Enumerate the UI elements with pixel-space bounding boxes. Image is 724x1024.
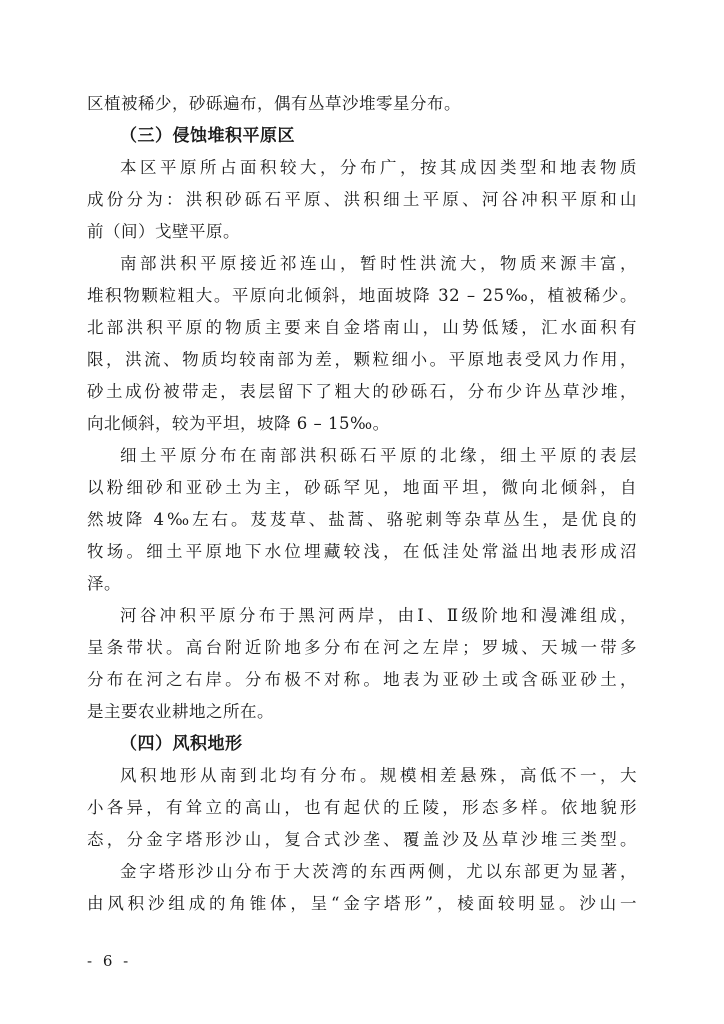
text-line: 区植被稀少，砂砾遍布，偶有丛草沙堆零星分布。 [87,94,461,113]
text-line: 细土平原分布在南部洪积砾石平原的北缘，细土平原的表层 [120,446,637,465]
text-line: 分布在河之右岸。分布极不对称。地表为亚砂土或含砾亚砂土， [87,670,637,689]
text-line: 风积地形从南到北均有分布。规模相差悬殊，高低不一，大 [120,766,637,785]
text-line: 北部洪积平原的物质主要来自金塔南山，山势低矮，汇水面积有 [87,318,637,337]
text-line: 金字塔形沙山分布于大茨湾的东西两侧，尤以东部更为显著， [120,862,637,881]
text-line: 向北倾斜，较为平坦，坡降 6 – 15‰。 [87,414,390,433]
section-heading: （三）侵蚀堆积平原区 [120,126,295,146]
text-line: 以粉细砂和亚砂土为主，砂砾罕见，地面平坦，微向北倾斜，自 [87,478,637,497]
text-line: 堆积物颗粒粗大。平原向北倾斜，地面坡降 32 – 25‰，植被稀少。 [87,286,637,305]
text-line: 小各异，有耸立的高山，也有起伏的丘陵，形态多样。依地貌形 [87,798,637,817]
text-line: 态，分金字塔形沙山，复合式沙垄、覆盖沙及丛草沙堆三类型。 [87,830,637,849]
text-line: 前（间）戈壁平原。 [87,222,240,241]
text-line: 成份分为：洪积砂砾石平原、洪积细土平原、河谷冲积平原和山 [87,190,637,209]
text-line: 泽。 [87,574,121,593]
text-line: 本区平原所占面积较大，分布广，按其成因类型和地表物质 [120,158,637,177]
text-line: 然坡降 4‰左右。芨芨草、盐蒿、骆驼刺等杂草丛生，是优良的 [87,510,637,529]
text-line: 呈条带状。高台附近阶地多分布在河之左岸；罗城、天城一带多 [87,638,637,657]
document-page [87,88,637,920]
text-line: 牧场。细土平原地下水位埋藏较浅，在低洼处常溢出地表形成沼 [87,542,637,561]
text-line: 是主要农业耕地之所在。 [87,702,274,721]
text-line: 南部洪积平原接近祁连山，暂时性洪流大，物质来源丰富， [120,254,637,273]
text-line: 砂土成份被带走，表层留下了粗大的砂砾石，分布少许丛草沙堆， [87,382,637,401]
text-line: 河谷冲积平原分布于黑河两岸，由Ⅰ、Ⅱ级阶地和漫滩组成， [120,606,637,625]
text-line: 由风积沙组成的角锥体，呈“金字塔形”，棱面较明显。沙山一 [87,894,637,913]
page-number: - 6 - [87,952,132,970]
section-heading: （四）风积地形 [120,734,243,754]
text-line: 限，洪流、物质均较南部为差，颗粒细小。平原地表受风力作用， [87,350,637,369]
